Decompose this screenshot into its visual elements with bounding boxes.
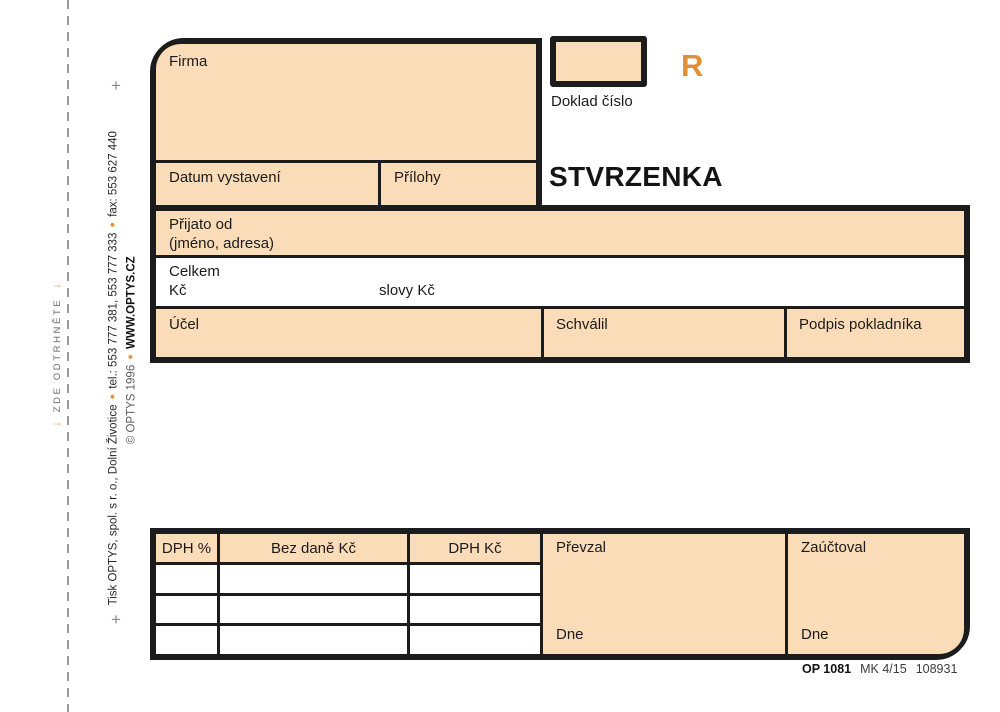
net-amount-cell-2[interactable]: [220, 596, 407, 624]
vat-rate-cell-3[interactable]: [156, 626, 217, 654]
edition-text: MK 4/15: [860, 662, 907, 676]
printer-name-text: Tisk OPTYS, spol. s r. o., Dolní Životice: [107, 404, 120, 606]
received-by-label: Převzal: [556, 539, 607, 556]
net-amount-cell-3[interactable]: [220, 626, 407, 654]
cashier-signature-field[interactable]: [787, 309, 964, 357]
net-amount-header: Bez daně Kč: [220, 534, 407, 562]
total-label: Celkem: [169, 263, 220, 280]
currency-label: Kč: [169, 281, 187, 299]
bullet-separator-icon: ●: [106, 222, 117, 228]
document-number-label: Doklad číslo: [551, 93, 633, 110]
vat-rate-header: DPH %: [156, 534, 217, 562]
series-letter: R: [681, 48, 704, 83]
registration-cross-mark-top: +: [111, 76, 121, 95]
firma-field[interactable]: [156, 44, 536, 160]
document-number-field[interactable]: [550, 36, 647, 87]
printer-fax-text: fax: 553 627 440: [107, 131, 120, 217]
tear-here-label: [51, 280, 63, 430]
total-amount-field[interactable]: [156, 258, 964, 306]
form-code-text: OP 1081: [802, 662, 852, 676]
attachments-field[interactable]: [381, 163, 536, 205]
purpose-label: Účel: [169, 316, 200, 333]
company-date-block: [150, 38, 542, 211]
tear-arrow-icon: ↓: [51, 283, 63, 289]
firma-label: Firma: [169, 53, 208, 70]
vat-amount-header: DPH Kč: [410, 534, 540, 562]
vat-amount-column: [410, 534, 540, 654]
received-by-field[interactable]: [543, 534, 785, 654]
received-from-field[interactable]: [156, 211, 964, 255]
vat-amount-cell-3[interactable]: [410, 626, 540, 654]
approved-by-label: Schválil: [556, 316, 608, 333]
vat-rate-column: [156, 534, 217, 654]
received-from-label-line2: (jméno, adresa): [169, 234, 275, 252]
serial-text: 108931: [915, 662, 958, 676]
posted-by-field[interactable]: [788, 534, 964, 654]
payment-details-block: [150, 205, 970, 363]
approved-by-field[interactable]: [544, 309, 784, 357]
tear-arrow-icon: ↓: [51, 421, 63, 427]
copyright-text: © OPTYS 1996: [125, 364, 138, 445]
perforation-dashed-line: [67, 0, 69, 712]
vat-amount-cell-1[interactable]: [410, 565, 540, 593]
printer-phone-text: tel.: 553 777 381, 553 777 333: [107, 232, 120, 389]
posted-by-label: Zaúčtoval: [801, 539, 867, 556]
issue-date-label: Datum vystavení: [169, 169, 281, 186]
amount-in-words-label: slovy Kč: [379, 281, 435, 299]
registration-cross-mark-bottom: +: [111, 610, 121, 629]
vat-rate-cell-2[interactable]: [156, 596, 217, 624]
date-attachments-row: [156, 163, 536, 205]
bullet-separator-icon: ●: [106, 393, 117, 400]
date-label: Dne: [556, 626, 584, 644]
date-label: Dne: [801, 626, 829, 644]
tear-here-text: ZDE ODTRHNĚTE: [51, 297, 63, 413]
received-from-label-line1: Přijato od: [169, 216, 233, 233]
net-amount-column: [220, 534, 407, 654]
attachments-label: Přílohy: [394, 169, 441, 186]
vat-table: [150, 528, 970, 660]
printer-info-vertical-text: [107, 108, 120, 628]
form-print-code: [802, 662, 957, 676]
issue-date-field[interactable]: [156, 163, 378, 205]
form-title: STVRZENKA: [549, 161, 723, 192]
copyright-vertical-text: [125, 250, 138, 450]
net-amount-cell-1[interactable]: [220, 565, 407, 593]
vat-rate-cell-1[interactable]: [156, 565, 217, 593]
purpose-approval-row: [156, 309, 964, 357]
website-text: WWW.OPTYS.CZ: [125, 256, 138, 349]
cashier-signature-label: Podpis pokladníka: [799, 316, 922, 333]
bullet-separator-icon: ●: [124, 354, 135, 360]
vat-amount-cell-2[interactable]: [410, 596, 540, 624]
purpose-field[interactable]: [156, 309, 541, 357]
